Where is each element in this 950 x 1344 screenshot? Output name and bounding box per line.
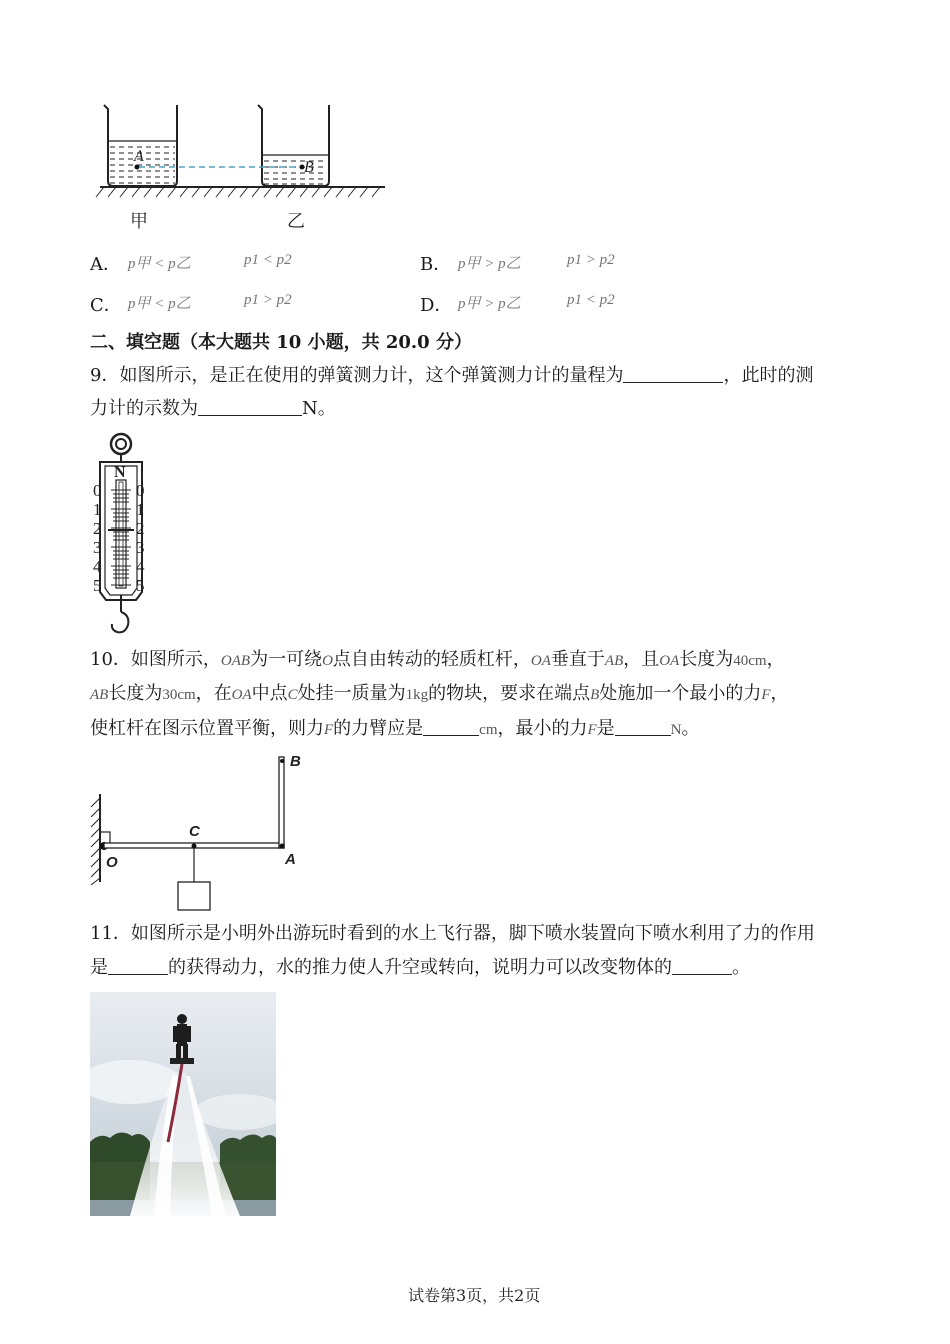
scale-left-2: 2 [93, 519, 102, 538]
q10-text: 中点 [251, 683, 288, 704]
option-b-expr1: p甲 > p乙 [458, 256, 521, 272]
q11-blank-2[interactable] [672, 954, 732, 975]
q10-text: 使杠杆在图示位置平衡，则力 [90, 718, 324, 739]
section-2-title: 二、填空题（本大题共 10 小题，共 20.0 分） [90, 332, 472, 353]
q10-text: 处挂一质量为 [297, 683, 406, 704]
page-footer: 试卷第3页，共2页 [408, 1286, 541, 1305]
q10-text: 垂直于 [550, 649, 605, 670]
option-d-label: D． [420, 295, 453, 316]
q10-math: cm [479, 722, 498, 738]
q10-math: C [287, 687, 298, 703]
spring-scale-figure [90, 432, 152, 638]
q10-text: ， [766, 649, 785, 670]
q10-text: ，且 [623, 649, 660, 670]
q10-math: OAB [220, 653, 251, 669]
beakers-figure [90, 95, 400, 235]
q10-math: OA [231, 687, 252, 703]
scale-left-1: 1 [93, 500, 102, 519]
q9-text-1b: ，此时的测 [723, 365, 814, 386]
cup-yi-label: 乙 [287, 211, 305, 232]
option-b-label: B． [420, 254, 452, 275]
q9-line2 [90, 393, 336, 425]
point-a-label: A [134, 148, 144, 165]
option-c-label: C． [90, 295, 122, 316]
q10-line2 [90, 678, 789, 711]
q10-text: 点自由转动的轻质杠杆， [332, 649, 531, 670]
q10-text: ，在 [195, 683, 232, 704]
q10-text: 。 [681, 718, 700, 739]
option-d-expr2: p1 < p2 [567, 292, 615, 308]
q10-math: N [670, 722, 682, 738]
scale-right-4: 4 [136, 557, 145, 576]
q10-text: 长度为 [108, 683, 163, 704]
flyboard-photo [90, 992, 276, 1216]
lever-figure [88, 752, 318, 917]
q10-text: 为一可绕 [250, 649, 323, 670]
q10-math: O [322, 653, 333, 669]
q10-line3 [90, 713, 700, 746]
option-a-label: A． [90, 254, 121, 275]
q11-line2 [90, 952, 750, 984]
q10-text: 是 [596, 718, 615, 739]
lever-a-label: A [285, 851, 296, 868]
point-b-label: B [304, 159, 314, 176]
q11-text-2c: 。 [732, 957, 750, 978]
q10-text: 10．如图所示， [90, 649, 221, 670]
q10-blank-arm[interactable] [423, 715, 479, 736]
q10-math: OA [530, 653, 551, 669]
q9-blank-range[interactable] [623, 362, 723, 383]
lever-b-label: B [290, 753, 301, 770]
cup-jia-label: 甲 [130, 211, 148, 232]
option-c-expr1: p甲 < p乙 [128, 296, 191, 312]
q9-text-2a: 力计的示数为 [90, 398, 198, 419]
q10-math: 1kg [405, 687, 429, 703]
scale-left-5: 5 [93, 576, 102, 595]
option-a-expr1: p甲 < p乙 [128, 256, 191, 272]
option-d-expr1: p甲 > p乙 [458, 296, 521, 312]
scale-right-0: 0 [136, 481, 145, 500]
q11-line1: 11．如图所示是小明外出游玩时看到的水上飞行器，脚下喷水装置向下喷水利用了力的作用 [90, 923, 815, 944]
q10-math: 40cm [733, 653, 767, 669]
scale-right-2: 2 [136, 519, 145, 538]
q10-math: F [324, 722, 334, 738]
q10-text: ， [770, 683, 789, 704]
q10-text: 的力臂应是 [333, 718, 424, 739]
q9-blank-reading[interactable] [198, 395, 302, 416]
q11-text-2a: 是 [90, 957, 108, 978]
q10-text: 长度为 [679, 649, 734, 670]
q10-math: F [761, 687, 771, 703]
q10-blank-force[interactable] [615, 715, 671, 736]
scale-left-4: 4 [93, 557, 102, 576]
q10-math: F [587, 722, 597, 738]
lever-c-label: C [189, 823, 200, 840]
q10-text: 的物块，要求在端点 [428, 683, 591, 704]
scale-unit-label: N [114, 464, 126, 481]
scale-left-0: 0 [93, 481, 102, 500]
q10-line1 [90, 644, 785, 677]
option-c-expr2: p1 > p2 [244, 292, 292, 308]
q9-text-2b: N。 [302, 398, 336, 419]
q10-text: ，最小的力 [497, 718, 588, 739]
scale-right-5: 5 [136, 576, 145, 595]
scale-right-1: 1 [136, 500, 145, 519]
scale-right-3: 3 [136, 538, 145, 557]
scale-left-3: 3 [93, 538, 102, 557]
q10-math: OA [659, 653, 680, 669]
q11-blank-1[interactable] [108, 954, 168, 975]
option-b-expr2: p1 > p2 [567, 252, 615, 268]
q10-text: 处施加一个最小的力 [599, 683, 762, 704]
q9-text-1a: 9．如图所示，是正在使用的弹簧测力计，这个弹簧测力计的量程为 [90, 365, 624, 386]
q10-math: 30cm [162, 687, 196, 703]
lever-o-label: O [106, 854, 118, 871]
q10-math: AB [604, 653, 624, 669]
q9-line1 [90, 360, 813, 392]
q10-math: B [590, 687, 600, 703]
q10-math: AB [90, 687, 109, 703]
q11-text-2b: 的获得动力，水的推力使人升空或转向，说明力可以改变物体的 [168, 957, 672, 978]
option-a-expr2: p1 < p2 [244, 252, 292, 268]
